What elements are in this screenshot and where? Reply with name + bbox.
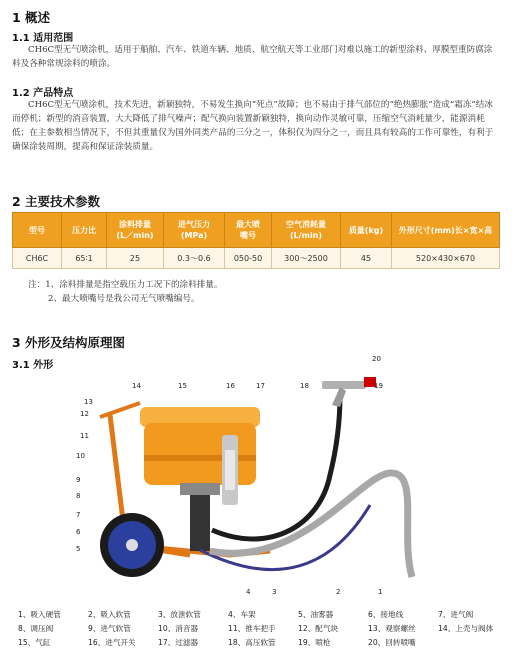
legend-item: 6、接地线 bbox=[368, 610, 404, 619]
section-1-1-text: CH6C型无气喷涂机，适用于船舶、汽车、铁道车辆、地质、航空航天等工业部门对难以施工的新型涂料、厚膜型重防腐涂料及各种常规涂料的喷涂。 bbox=[12, 45, 493, 69]
legend-item: 5、油雾器 bbox=[298, 610, 334, 619]
callout-number: 8 bbox=[76, 492, 81, 500]
callout-number: 10 bbox=[76, 452, 85, 460]
spec-notes bbox=[28, 278, 223, 306]
spec-header: 外形尺寸(mm)长×宽×高 bbox=[392, 213, 500, 248]
callout-number: 20 bbox=[372, 355, 381, 363]
callout-number: 13 bbox=[84, 398, 93, 406]
spray-gun-handle bbox=[332, 387, 346, 407]
note-1: 注：1、涂料排量是指空载压力工况下的涂料排量。 bbox=[28, 280, 223, 290]
section-1-1-title: 1.1 适用范围 bbox=[12, 33, 74, 44]
section-2-title: 2 主要技术参数 bbox=[12, 194, 101, 209]
callout-number: 12 bbox=[80, 410, 89, 418]
air-motor-cylinder bbox=[144, 423, 256, 485]
cylinder-band bbox=[144, 455, 256, 461]
spec-header: 空气消耗量 (L/min) bbox=[272, 213, 341, 248]
legend-item: 14、上壳与阀体 bbox=[438, 624, 494, 633]
wheel-hub bbox=[126, 539, 138, 551]
spec-header: 涂料排量 (L／min) bbox=[107, 213, 164, 248]
legend-item: 16、进气开关 bbox=[88, 638, 136, 647]
legend-item: 20、回转喷嘴 bbox=[368, 638, 416, 647]
callout-number: 17 bbox=[256, 382, 265, 390]
legend-item: 4、车架 bbox=[228, 610, 256, 619]
spec-header: 最大喷 嘴号 bbox=[225, 213, 272, 248]
legend-item: 13、观察螺丝 bbox=[368, 624, 416, 633]
legend-item: 19、喷枪 bbox=[298, 638, 331, 647]
spec-header: 进气压力 (MPa) bbox=[164, 213, 225, 248]
callout-number: 19 bbox=[374, 382, 383, 390]
parts-legend bbox=[18, 609, 508, 648]
callout-number: 1 bbox=[378, 588, 383, 596]
spec-cell: 050-50 bbox=[225, 248, 272, 269]
spec-cell: 0.3～0.6 bbox=[164, 248, 225, 269]
spec-cell: 300～2500 bbox=[272, 248, 341, 269]
filter-glass bbox=[225, 450, 235, 490]
spec-cell: 25 bbox=[107, 248, 164, 269]
callout-number: 4 bbox=[246, 588, 251, 596]
spec-cell: 520×430×670 bbox=[392, 248, 500, 269]
spec-cell: CH6C bbox=[13, 248, 62, 269]
callout-number: 15 bbox=[178, 382, 187, 390]
callout-number: 2 bbox=[336, 588, 341, 596]
spec-cell: 45 bbox=[341, 248, 392, 269]
pump-collar bbox=[180, 483, 220, 495]
section-3-title: 3 外形及结构原理图 bbox=[12, 335, 126, 350]
spec-header-row bbox=[13, 213, 500, 248]
callout-number: 18 bbox=[300, 382, 309, 390]
legend-item: 7、进气阀 bbox=[438, 610, 474, 619]
legend-item: 18、高压软管 bbox=[228, 638, 276, 647]
callout-number: 6 bbox=[76, 528, 81, 536]
legend-item: 2、吸入软管 bbox=[88, 610, 131, 619]
note-2: 2、最大喷嘴号是我公司无气喷嘴编号。 bbox=[48, 294, 200, 304]
legend-item: 11、推车把手 bbox=[228, 624, 276, 633]
pump-lower bbox=[190, 495, 210, 551]
spec-cell: 65∶1 bbox=[62, 248, 107, 269]
legend-item: 8、调压阀 bbox=[18, 624, 54, 633]
spec-header: 质量(kg) bbox=[341, 213, 392, 248]
section-1-2-title: 1.2 产品特点 bbox=[12, 88, 74, 99]
sprayer-illustration bbox=[40, 355, 480, 600]
section-1-2-text: CH6C型无气喷涂机，技术先进，新颖独特，不易发生换向“死点”故障；也不易由于排气部位的“绝热膨胀”造成“霜冻”结冰而停机；新型的消音装置，大大降低了排气噪声；配气换向装置新颖独特，换向动作灵敏可靠，压缩空气消耗量少，能源消耗低；在主参数相当情况下，不但其重量仅为国外同类产品的三分之一，体积仅为四分之一，而且具有较高的工作可靠性，有利于确保涂装周期，提高和保证涂装质量。 bbox=[12, 100, 494, 152]
section-3-1-title: 3.1 外形 bbox=[12, 360, 54, 371]
callout-number: 9 bbox=[76, 476, 81, 484]
spray-gun-barrel bbox=[322, 381, 366, 389]
section-1-title: 1 概述 bbox=[12, 10, 51, 25]
legend-item: 12、配气块 bbox=[298, 624, 339, 633]
legend-item: 10、消音器 bbox=[158, 624, 199, 633]
legend-item: 17、过滤器 bbox=[158, 638, 199, 647]
spec-data-row bbox=[13, 248, 500, 269]
cart-handle bbox=[100, 403, 140, 417]
spec-header: 压力比 bbox=[62, 213, 107, 248]
spec-table bbox=[12, 212, 500, 269]
legend-item: 15、气缸 bbox=[18, 638, 51, 647]
legend-item: 9、进气软管 bbox=[88, 624, 131, 633]
callout-number: 5 bbox=[76, 545, 81, 553]
callout-number: 14 bbox=[132, 382, 141, 390]
callout-number: 11 bbox=[80, 432, 89, 440]
callout-number: 3 bbox=[272, 588, 277, 596]
callout-number: 16 bbox=[226, 382, 235, 390]
legend-item: 3、放泄软管 bbox=[158, 610, 201, 619]
legend-item: 1、吸入硬管 bbox=[18, 610, 61, 619]
callout-number: 7 bbox=[76, 511, 81, 519]
spec-header: 型号 bbox=[13, 213, 62, 248]
